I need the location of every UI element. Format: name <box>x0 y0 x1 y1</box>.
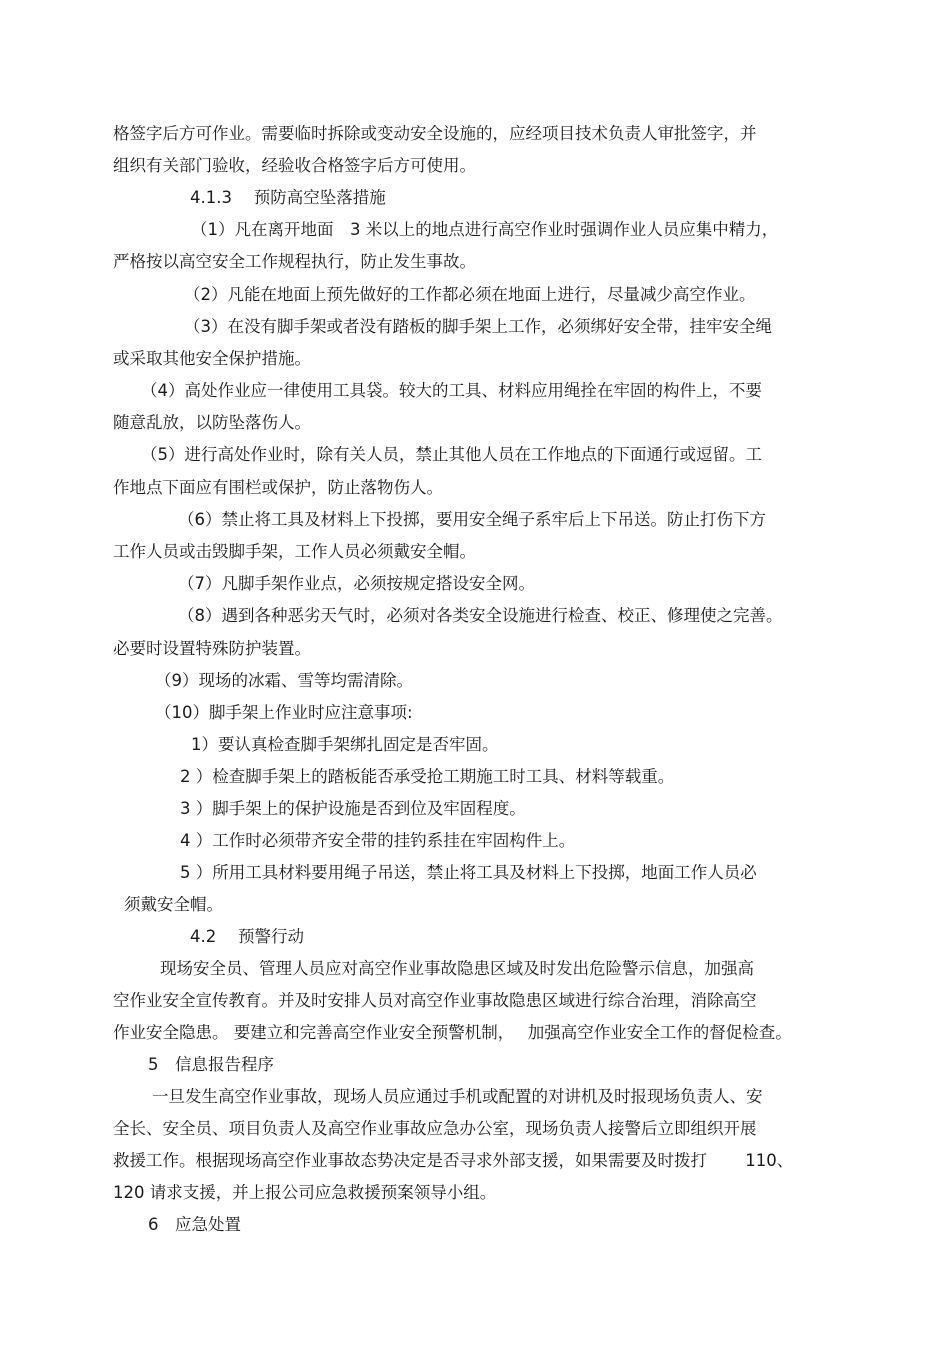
text-line: 作地点下面应有围栏或保护，防止落物伤人。 <box>113 478 443 497</box>
text-line: 120 请求支援，并上报公司应急救援预案领导小组。 <box>113 1183 497 1202</box>
text-line: 3 ）脚手架上的保护设施是否到位及牢固程度。 <box>180 799 526 818</box>
text-line: （6）禁止将工具及材料上下投掷，要用安全绳子系牢后上下吊送。防止打伤下方 <box>178 510 766 529</box>
text-line: （8）遇到各种恶劣天气时，必须对各类安全设施进行检查、校正、修理使之完善。 <box>178 606 783 625</box>
text-line: （2）凡能在地面上预先做好的工作都必须在地面上进行，尽量减少高空作业。 <box>184 285 756 304</box>
text-line: 救援工作。根据现场高空作业事故态势决定是否寻求外部支援，如果需要及时拨打 110、 <box>113 1151 794 1170</box>
text-line: （3）在没有脚手架或者没有踏板的脚手架上工作，必须绑好安全带，挂牢安全绳 <box>184 317 772 336</box>
text-line: （5）进行高处作业时，除有关人员，禁止其他人员在工作地点的下面通行或逗留。工 <box>141 445 762 464</box>
text-line: 作业安全隐患。 要建立和完善高空作业安全预警机制， 加强高空作业安全工作的督促检查。 <box>113 1023 792 1042</box>
text-line: （1）凡在离开地面 3 米以上的地点进行高空作业时强调作业人员应集中精力， <box>191 220 779 239</box>
text-line: （4）高处作业应一律使用工具袋。较大的工具、材料应用绳拴在牢固的构件上，不要 <box>141 381 762 400</box>
text-line: 严格按以高空安全工作规程执行，防止发生事故。 <box>113 252 476 271</box>
text-line: （7）凡脚手架作业点，必须按规定搭设安全网。 <box>178 574 535 593</box>
text-line: 工作人员或击毁脚手架，工作人员必须戴安全帽。 <box>113 542 476 561</box>
text-line: 格签字后方可作业。需要临时拆除或变动安全设施的，应经项目技术负责人审批签字，并 <box>113 124 757 143</box>
text-line: 全长、安全员、项目负责人及高空作业事故应急办公室，现场负责人接警后立即组织开展 <box>113 1119 757 1138</box>
text-line: 1）要认真检查脚手架绑扎固定是否牢固。 <box>191 735 499 754</box>
text-line: 2 ）检查脚手架上的踏板能否承受抢工期施工时工具、材料等载重。 <box>180 767 675 786</box>
text-line: 现场安全员、管理人员应对高空作业事故隐患区域及时发出危险警示信息，加强高 <box>160 959 754 978</box>
text-line: （10）脚手架上作业时应注意事项: <box>155 703 413 722</box>
text-line: 必要时设置特殊防护装置。 <box>113 639 311 658</box>
section-heading: 4.2 预警行动 <box>190 927 304 946</box>
text-line: 一旦发生高空作业事故，现场人员应通过手机或配置的对讲机及时报现场负责人、安 <box>152 1087 763 1106</box>
text-line: 或采取其他安全保护措施。 <box>113 349 311 368</box>
subsection-heading: 4.1.3 预防高空坠落措施 <box>190 188 386 207</box>
text-line: 空作业安全宣传教育。并及时安排人员对高空作业事故隐患区域进行综合治理，消除高空 <box>113 991 757 1010</box>
text-line: 4 ）工作时必须带齐安全带的挂钓系挂在牢固构件上。 <box>180 831 576 850</box>
text-line: 5 ）所用工具材料要用绳子吊送，禁止将工具及材料上下投掷，地面工作人员必 <box>180 863 757 882</box>
text-line: 组织有关部门验收，经验收合格签字后方可使用。 <box>113 156 476 175</box>
section-heading: 6 应急处置 <box>148 1215 241 1234</box>
text-line: 须戴安全帽。 <box>124 895 223 914</box>
section-heading: 5 信息报告程序 <box>148 1055 274 1074</box>
text-line: （9）现场的冰霜、雪等均需清除。 <box>155 671 413 690</box>
text-line: 随意乱放，以防坠落伤人。 <box>113 413 311 432</box>
